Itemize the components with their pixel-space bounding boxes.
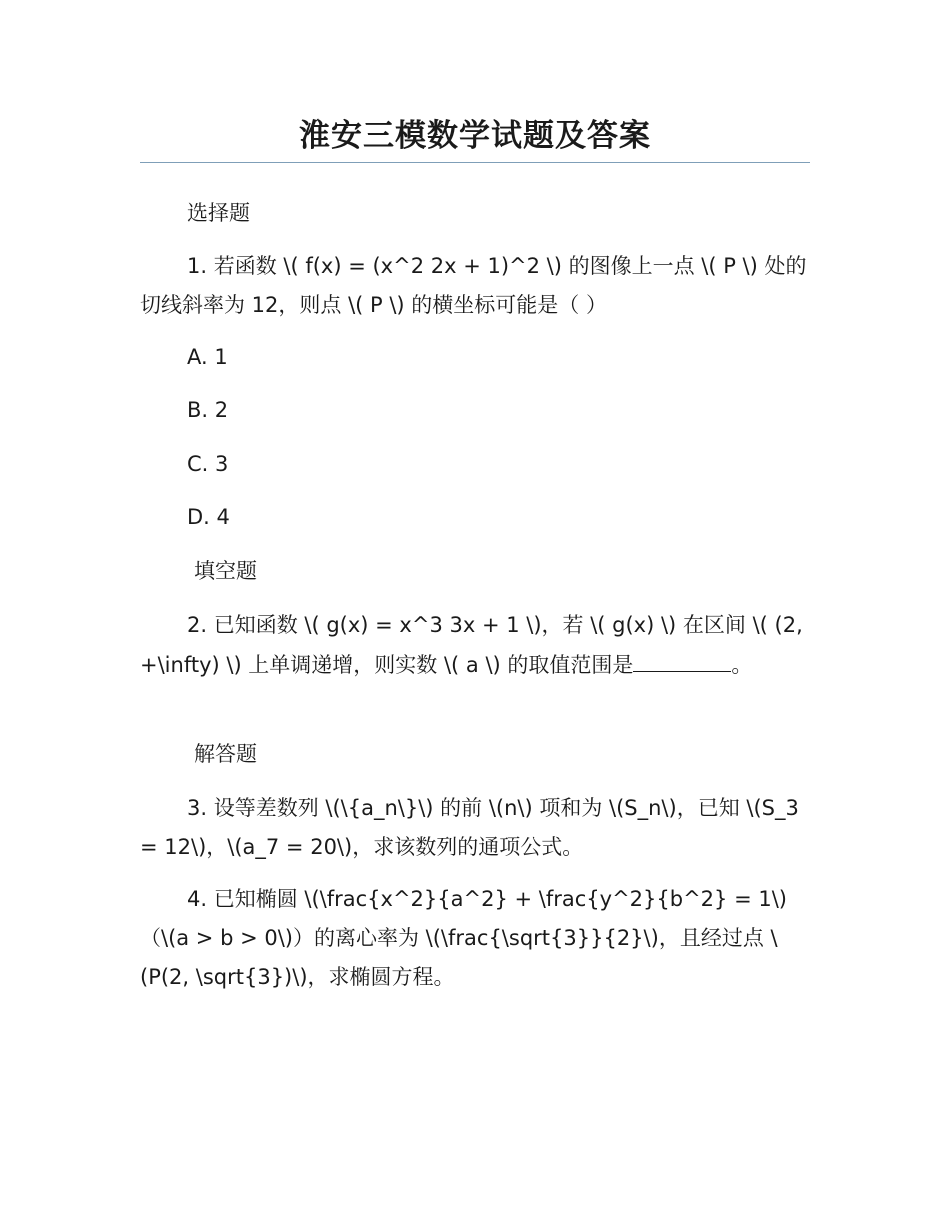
question-2 — [140, 606, 810, 685]
title-divider — [140, 162, 810, 163]
question-4: 4. 已知椭圆 \(\frac{x^2}{a^2} + \frac{y^2}{b^2} = 1\)（\(a > b > 0\)）的离心率为 \(\frac{\sqrt{3}}{2}\)，且经过点 \(P(2, \sqrt{3})\)，求椭圆方程。 — [140, 887, 787, 989]
question-2-end: 。 — [731, 653, 753, 677]
q1-option-c: C. 3 — [187, 452, 229, 476]
section-heading-answer: 解答题 — [194, 742, 257, 766]
question-1: 1. 若函数 \( f(x) = (x^2 2x + 1)^2 \) 的图像上一点 \( P \) 处的切线斜率为 12，则点 \( P \) 的横坐标可能是（ ） — [140, 254, 807, 317]
section-heading-choice: 选择题 — [187, 201, 250, 225]
section-heading-fill: 填空题 — [194, 559, 257, 583]
document-page — [140, 0, 810, 1230]
question-2-text: 2. 已知函数 \( g(x) = x^3 3x + 1 \)，若 \( g(x) \) 在区间 \( (2, +\infty) \) 上单调递增，则实数 \( a \) 的取值范围是 — [140, 613, 803, 677]
question-3: 3. 设等差数列 \(\{a_n\}\) 的前 \(n\) 项和为 \(S_n\)，已知 \(S_3 = 12\)，\(a_7 = 20\)，求该数列的通项公式。 — [140, 796, 799, 859]
answer-blank — [633, 645, 731, 672]
q1-option-a: A. 1 — [187, 345, 228, 369]
q1-option-b: B. 2 — [187, 398, 229, 422]
page-title: 淮安三模数学试题及答案 — [299, 118, 651, 154]
q1-option-d: D. 4 — [187, 505, 230, 529]
